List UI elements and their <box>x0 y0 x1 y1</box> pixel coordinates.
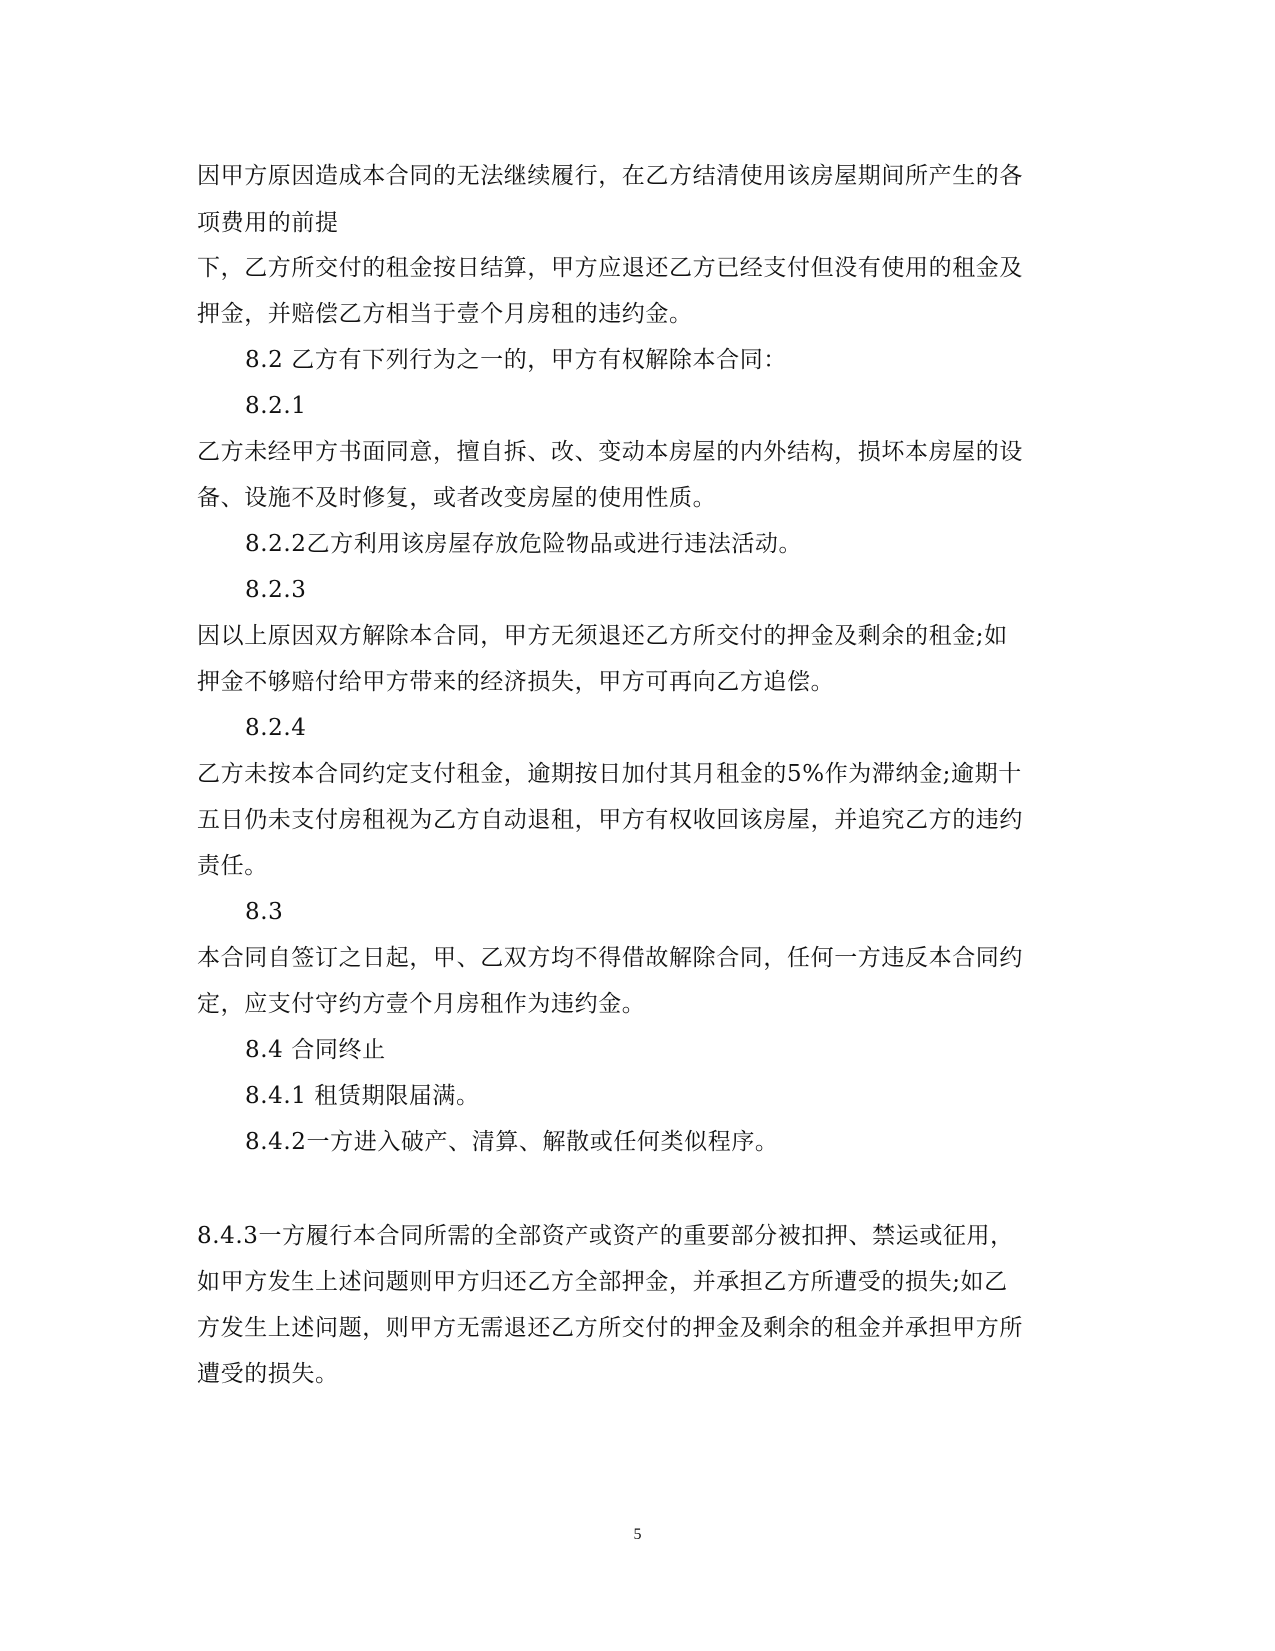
clause-line: 8.4.1 租赁期限届满。 <box>245 1083 480 1109</box>
clause-number: 8.2.3 <box>245 577 307 603</box>
clause-line: 8.4.2一方进入破产、清算、解散或任何类似程序。 <box>245 1129 779 1155</box>
text-line: 如甲方发生上述问题则甲方归还乙方全部押金，并承担乙方所遭受的损失;如乙 <box>197 1269 1008 1295</box>
text-line: 乙方未经甲方书面同意，擅自拆、改、变动本房屋的内外结构，损坏本房屋的设 <box>197 439 1023 465</box>
text-line: 押金，并赔偿乙方相当于壹个月房租的违约金。 <box>197 301 693 327</box>
clause-heading: 8.2 乙方有下列行为之一的，甲方有权解除本合同： <box>245 347 787 373</box>
text-line: 押金不够赔付给甲方带来的经济损失，甲方可再向乙方追偿。 <box>197 669 835 695</box>
text-line: 因以上原因双方解除本合同，甲方无须退还乙方所交付的押金及剩余的租金;如 <box>197 623 1008 649</box>
text-line: 因甲方原因造成本合同的无法继续履行，在乙方结清使用该房屋期间所产生的各 <box>197 163 1023 189</box>
text-line: 备、设施不及时修复，或者改变房屋的使用性质。 <box>197 485 717 511</box>
clause-number: 8.3 <box>245 899 284 925</box>
text-line: 乙方未按本合同约定支付租金，逾期按日加付其月租金的5%作为滞纳金;逾期十 <box>197 761 1022 787</box>
clause-heading: 8.4 合同终止 <box>245 1037 386 1063</box>
page-number: 5 <box>633 1526 642 1543</box>
text-line: 定，应支付守约方壹个月房租作为违约金。 <box>197 991 646 1017</box>
clause-line: 8.2.2乙方利用该房屋存放危险物品或进行违法活动。 <box>245 531 803 557</box>
text-line: 项费用的前提 <box>197 210 339 236</box>
text-line: 五日仍未支付房租视为乙方自动退租，甲方有权收回该房屋，并追究乙方的违约 <box>197 807 1023 833</box>
clause-number: 8.2.1 <box>245 393 307 419</box>
text-line: 本合同自签订之日起，甲、乙双方均不得借故解除合同，任何一方违反本合同约 <box>197 945 1023 971</box>
text-line: 方发生上述问题，则甲方无需退还乙方所交付的押金及剩余的租金并承担甲方所 <box>197 1315 1023 1341</box>
text-line: 责任。 <box>197 853 268 879</box>
text-line: 下，乙方所交付的租金按日结算，甲方应退还乙方已经支付但没有使用的租金及 <box>197 255 1023 281</box>
clause-number: 8.2.4 <box>245 715 307 741</box>
text-line: 8.4.3一方履行本合同所需的全部资产或资产的重要部分被扣押、禁运或征用， <box>197 1223 1014 1249</box>
text-line: 遭受的损失。 <box>197 1361 339 1387</box>
